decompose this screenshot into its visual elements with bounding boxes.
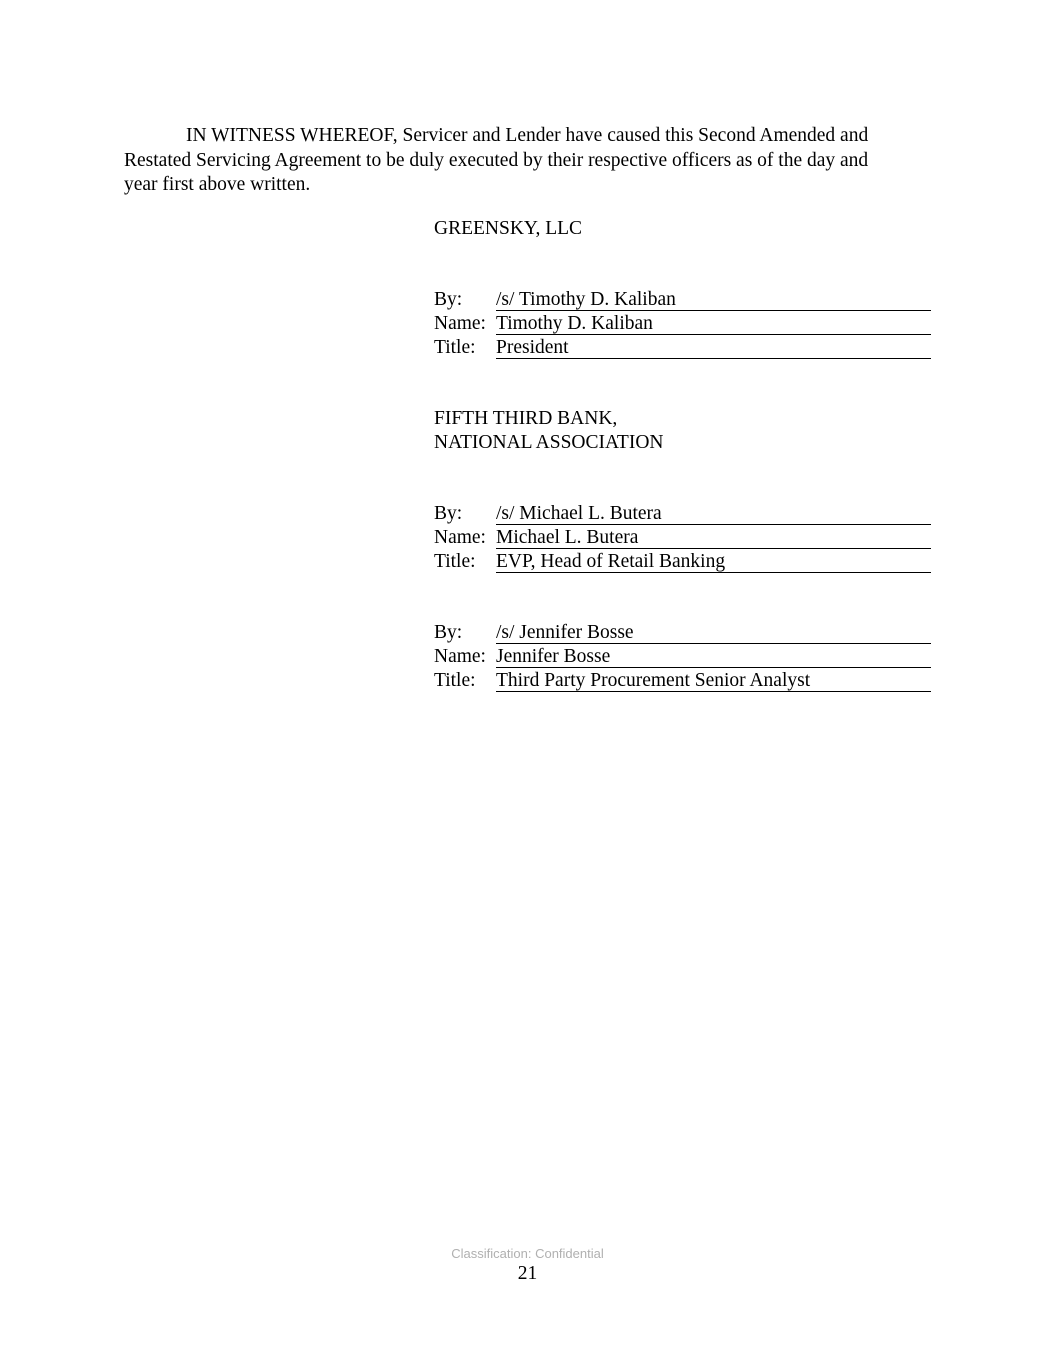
signature-by-row xyxy=(434,502,931,526)
witness-line-2: Restated Servicing Agreement to be duly executed by their respective officers as of the day and xyxy=(124,149,869,171)
title-line: Third Party Procurement Senior Analyst xyxy=(496,669,931,692)
witness-paragraph xyxy=(124,124,924,198)
title-line: President xyxy=(496,336,931,359)
by-label: By: xyxy=(434,622,463,643)
witness-line-3: year first above written. xyxy=(124,174,311,195)
lender-signature-block-2 xyxy=(434,621,931,693)
servicer-entity-name: GREENSKY, LLC xyxy=(434,218,583,239)
lender-signature-block-1 xyxy=(434,502,931,574)
by-signature-line: /s/ Timothy D. Kaliban xyxy=(496,288,931,311)
signature-title-row xyxy=(434,550,931,574)
classification-label: Classification: Confidential xyxy=(451,1246,604,1261)
signature-title-row xyxy=(434,669,931,693)
name-label: Name: xyxy=(434,313,486,334)
name-line: Jennifer Bosse xyxy=(496,645,931,668)
title-label: Title: xyxy=(434,670,476,691)
signature-by-row xyxy=(434,288,931,312)
name-label: Name: xyxy=(434,527,486,548)
name-line: Timothy D. Kaliban xyxy=(496,312,931,335)
title-label: Title: xyxy=(434,337,476,358)
signature-name-row xyxy=(434,312,931,336)
by-label: By: xyxy=(434,289,463,310)
by-signature-line: /s/ Jennifer Bosse xyxy=(496,621,931,644)
name-label: Name: xyxy=(434,646,486,667)
title-label: Title: xyxy=(434,551,476,572)
signature-by-row xyxy=(434,621,931,645)
by-label: By: xyxy=(434,503,463,524)
page-number: 21 xyxy=(517,1263,538,1284)
witness-line-1: IN WITNESS WHEREOF, Servicer and Lender have caused this Second Amended and xyxy=(186,125,869,146)
servicer-signature-block xyxy=(434,288,931,360)
signature-title-row xyxy=(434,336,931,360)
title-line: EVP, Head of Retail Banking xyxy=(496,550,931,573)
signature-name-row xyxy=(434,645,931,669)
by-signature-line: /s/ Michael L. Butera xyxy=(496,502,931,525)
signature-name-row xyxy=(434,526,931,550)
name-line: Michael L. Butera xyxy=(496,526,931,549)
lender-entity-name-line-2: NATIONAL ASSOCIATION xyxy=(434,432,664,453)
lender-entity-name-line-1: FIFTH THIRD BANK, xyxy=(434,408,618,429)
